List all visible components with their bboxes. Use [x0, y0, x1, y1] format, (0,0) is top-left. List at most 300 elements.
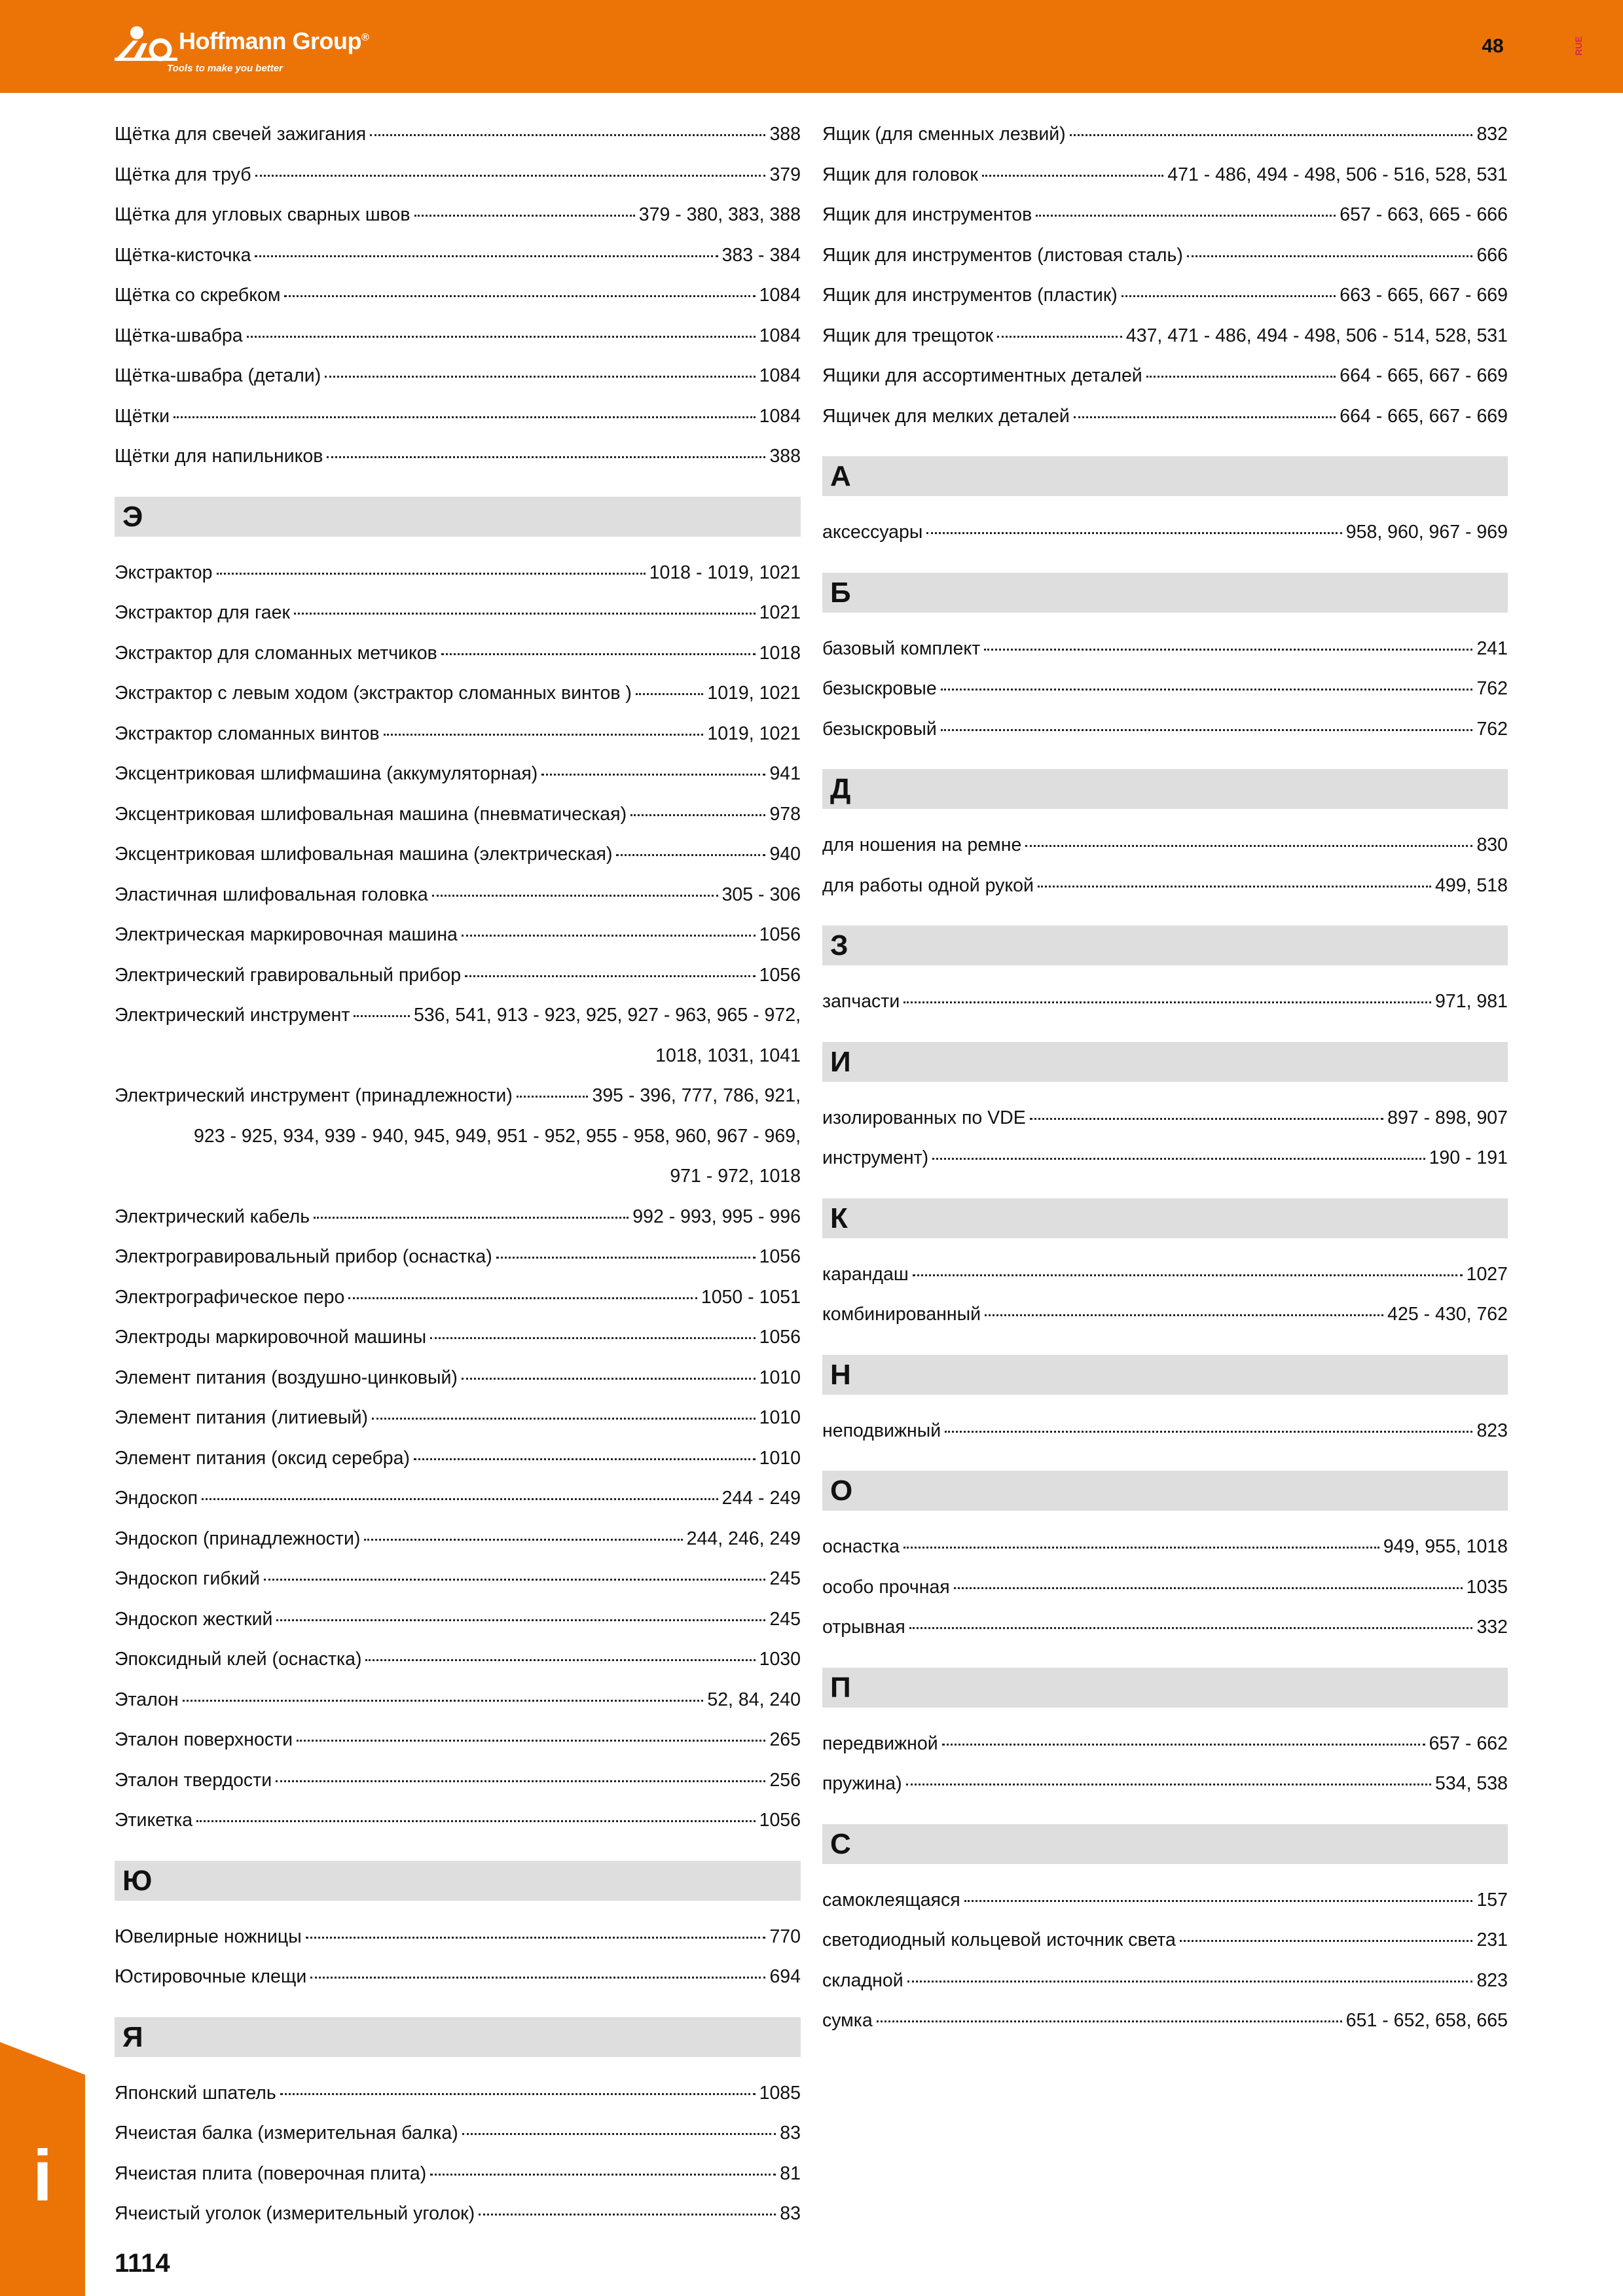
- entry-pages: 992 - 993, 995 - 996: [632, 1206, 801, 1227]
- index-entry: [115, 1076, 801, 1117]
- entry-term: Элемент питания (литиевый): [115, 1407, 369, 1428]
- index-entry: [115, 2113, 801, 2154]
- index-entry: [115, 1680, 801, 1721]
- entry-pages: 762: [1476, 718, 1508, 740]
- entry-term: Экстрактор с левым ходом (экстрактор сломанных винтов ): [115, 683, 632, 704]
- section-heading-p: П: [822, 1668, 1508, 1708]
- entry-pages: 471 - 486, 494 - 498, 506 - 516, 528, 531: [1167, 164, 1508, 185]
- index-entry: [115, 437, 801, 477]
- entry-pages: 383 - 384: [721, 244, 801, 266]
- leader-dots: [441, 653, 756, 655]
- leader-dots: [954, 1587, 1463, 1589]
- leader-dots: [906, 1784, 1431, 1785]
- entry-term: комбинированный: [822, 1304, 981, 1325]
- leader-dots: [941, 729, 1473, 731]
- index-entry: [115, 1957, 801, 1998]
- index-entry: [115, 1318, 801, 1358]
- leader-dots: [1038, 886, 1431, 888]
- index-entry: [115, 236, 801, 276]
- index-group-o: [822, 1527, 1508, 1648]
- entry-term: Электрический гравировальный прибор: [115, 964, 462, 986]
- entry-term: Эластичная шлифовальная головка: [115, 884, 428, 905]
- entry-term: неподвижный: [822, 1420, 941, 1441]
- entry-pages: 666: [1476, 244, 1508, 266]
- entry-pages: 499, 518: [1435, 874, 1508, 896]
- leader-dots: [1180, 1940, 1473, 1942]
- leader-dots: [306, 1937, 766, 1939]
- entry-pages: 823: [1476, 1420, 1508, 1441]
- entry-term: аксессуары: [822, 522, 923, 543]
- leader-dots: [1146, 376, 1336, 378]
- entry-pages: 244 - 249: [721, 1488, 801, 1509]
- leader-dots: [630, 814, 765, 816]
- entry-pages: 1035: [1466, 1576, 1508, 1598]
- index-entry: [822, 356, 1508, 397]
- leader-dots: [354, 1015, 409, 1017]
- leader-dots: [255, 255, 718, 257]
- index-group-i: [822, 1098, 1508, 1179]
- entry-pages: 1084: [759, 285, 801, 306]
- index-group-z: [822, 982, 1508, 1022]
- entry-term: Ювелирные ножницы: [115, 1926, 302, 1947]
- index-entry: [115, 1479, 801, 1519]
- index-entry: [822, 1411, 1508, 1452]
- section-heading-yu: Ю: [115, 1861, 801, 1901]
- entry-pages: 245: [769, 1568, 801, 1589]
- index-entry: [115, 1237, 801, 1278]
- entry-term: Эндоскоп: [115, 1488, 198, 1509]
- index-entry: [115, 795, 801, 835]
- entry-term: Щётка со скребком: [115, 285, 281, 306]
- index-entry: [115, 553, 801, 594]
- index-entry: [115, 1398, 801, 1439]
- hoffmann-logo-icon: [115, 25, 180, 63]
- index-entry: [115, 634, 801, 674]
- entry-term: Эталон: [115, 1689, 179, 1710]
- entry-term: Электрический инструмент: [115, 1005, 350, 1026]
- entry-term: самоклеящаяся: [822, 1889, 960, 1910]
- index-group-a: [822, 512, 1508, 553]
- entry-pages: 1027: [1466, 1263, 1508, 1285]
- index-entry: [822, 2001, 1508, 2041]
- index-entry: [115, 2073, 801, 2114]
- entry-pages: 1010: [759, 1447, 801, 1469]
- entry-pages: 395 - 396, 777, 786, 921,: [592, 1085, 801, 1106]
- leader-dots: [264, 1579, 766, 1581]
- leader-dots: [616, 854, 765, 856]
- index-entry: [822, 825, 1508, 866]
- index-entry: [115, 1559, 801, 1600]
- entry-term: Щётка-швабра: [115, 325, 243, 346]
- entry-pages: 265: [769, 1729, 801, 1750]
- leader-dots: [982, 175, 1163, 177]
- entry-pages: 388: [769, 124, 801, 145]
- entry-pages: 534, 538: [1435, 1773, 1508, 1794]
- leader-dots: [430, 2174, 776, 2176]
- entry-term: Юстировочные клещи: [115, 1966, 307, 1987]
- entry-term: изолированных по VDE: [822, 1107, 1026, 1128]
- entry-pages: 949, 955, 1018: [1383, 1536, 1508, 1557]
- section-heading-e: Э: [115, 497, 801, 537]
- index-entry: [115, 195, 801, 236]
- entry-pages: 83: [780, 2123, 801, 2144]
- entry-term: Этикетка: [115, 1810, 193, 1831]
- entry-pages-continued: 1018, 1031, 1041: [655, 1045, 801, 1066]
- index-group-sh: [115, 115, 801, 477]
- entry-pages: 157: [1476, 1889, 1508, 1910]
- entry-term: Электрический кабель: [115, 1206, 310, 1227]
- entry-term: Экстрактор для сломанных метчиков: [115, 642, 437, 664]
- index-entry: [822, 709, 1508, 750]
- entry-pages: 241: [1476, 637, 1508, 659]
- section-heading-i: И: [822, 1042, 1508, 1082]
- entry-pages: 231: [1476, 1929, 1508, 1950]
- entry-pages: 1056: [759, 924, 801, 945]
- index-entry: [115, 754, 801, 795]
- entry-pages-continued: 923 - 925, 934, 939 - 940, 945, 949, 951 - 952, 955 - 958, 960, 967 - 969,: [194, 1125, 801, 1147]
- section-heading-b: Б: [822, 573, 1508, 613]
- leader-dots: [1070, 134, 1473, 136]
- entry-term: базовый комплект: [822, 637, 981, 659]
- entry-term: передвижной: [822, 1732, 938, 1754]
- leader-dots: [327, 456, 765, 458]
- section-heading-n: Н: [822, 1355, 1508, 1395]
- index-entry: [115, 155, 801, 196]
- brand-name: Hoffmann Group®: [179, 27, 369, 54]
- entry-term: Экстрактор для гаек: [115, 602, 290, 623]
- entry-pages: 1056: [759, 1810, 801, 1831]
- entry-pages: 83: [780, 2203, 801, 2224]
- entry-term: Электрогравировальный прибор (оснастка): [115, 1246, 492, 1267]
- entry-pages: 379 - 380, 383, 388: [638, 204, 801, 225]
- section-heading-o: О: [822, 1471, 1508, 1511]
- index-entry: [822, 276, 1508, 316]
- leader-dots: [517, 1096, 589, 1098]
- leader-dots: [462, 2133, 776, 2135]
- leader-dots: [314, 1217, 629, 1219]
- leader-dots: [414, 215, 635, 217]
- entry-term: Ящик для головок: [822, 164, 978, 185]
- leader-dots: [1030, 1118, 1383, 1120]
- entry-term: Эталон поверхности: [115, 1729, 293, 1750]
- leader-dots: [997, 336, 1122, 338]
- entry-term: Электрографическое перо: [115, 1286, 345, 1308]
- entry-pages: 657 - 662: [1429, 1732, 1508, 1754]
- leader-dots: [414, 1458, 756, 1460]
- leader-dots: [202, 1498, 718, 1500]
- page-number: 1114: [115, 2249, 170, 2278]
- entry-pages: 1010: [759, 1407, 801, 1428]
- index-entry: [822, 115, 1508, 155]
- index-entry: [822, 1880, 1508, 1921]
- entry-term: Ящик для инструментов: [822, 204, 1032, 225]
- entry-pages: 663 - 665, 667 - 669: [1340, 285, 1508, 306]
- index-entry: [822, 512, 1508, 553]
- leader-dots: [913, 1274, 1463, 1276]
- entry-pages: 1019, 1021: [707, 723, 801, 744]
- entry-pages: 823: [1476, 1969, 1508, 1991]
- section-heading-z: З: [822, 925, 1508, 965]
- index-entry: [115, 1600, 801, 1640]
- catalog-page-reference: 48: [1482, 35, 1504, 57]
- entry-term: Ящик для инструментов (листовая сталь): [822, 244, 1183, 266]
- index-group-b: [822, 629, 1508, 750]
- entry-term: особо прочная: [822, 1576, 950, 1598]
- leader-dots: [985, 1314, 1383, 1316]
- leader-dots: [310, 1977, 765, 1979]
- index-entry: [115, 875, 801, 916]
- leader-dots: [636, 693, 703, 695]
- index-entry: [822, 1568, 1508, 1608]
- leader-dots: [430, 1337, 755, 1339]
- entry-pages: 1085: [759, 2082, 801, 2104]
- leader-dots: [365, 1659, 755, 1661]
- index-entry: [115, 996, 801, 1036]
- leader-dots: [877, 2020, 1342, 2022]
- index-entry: [115, 956, 801, 996]
- entry-term: Электрическая маркировочная машина: [115, 924, 458, 945]
- index-entry: [822, 1724, 1508, 1765]
- index-entry: [115, 673, 801, 714]
- section-heading-ya: Я: [115, 2017, 801, 2057]
- leader-dots: [217, 573, 646, 575]
- leader-dots: [297, 1740, 765, 1742]
- leader-dots: [173, 416, 756, 418]
- index-group-d: [822, 825, 1508, 906]
- entry-pages: 244, 246, 249: [686, 1528, 801, 1549]
- index-entry: [822, 1098, 1508, 1139]
- leader-dots: [325, 376, 755, 378]
- entry-term: Щётка для труб: [115, 164, 251, 185]
- index-entry: [822, 669, 1508, 709]
- entry-pages: 1084: [759, 365, 801, 386]
- index-entry: [115, 1439, 801, 1479]
- entry-pages: 978: [769, 803, 801, 825]
- entry-pages: 1056: [759, 1327, 801, 1348]
- entry-term: для работы одной рукой: [822, 874, 1034, 896]
- index-entry: [115, 1519, 801, 1560]
- leader-dots: [284, 295, 755, 297]
- leader-dots: [907, 1981, 1473, 1982]
- entry-pages: 190 - 191: [1429, 1147, 1508, 1168]
- entry-term: Щётка-кисточка: [115, 244, 251, 266]
- index-entry: [822, 1527, 1508, 1568]
- leader-dots: [1187, 255, 1473, 257]
- entry-term: Экстрактор: [115, 562, 213, 583]
- entry-pages: 657 - 663, 665 - 666: [1340, 204, 1508, 225]
- entry-pages: 694: [769, 1966, 801, 1987]
- entry-pages: 388: [769, 446, 801, 467]
- entry-term: оснастка: [822, 1536, 900, 1557]
- entry-pages: 52, 84, 240: [707, 1689, 801, 1710]
- entry-pages: 651 - 652, 658, 665: [1345, 2010, 1508, 2031]
- entry-term: для ношения на ремне: [822, 834, 1022, 855]
- section-heading-k: К: [822, 1198, 1508, 1238]
- leader-dots: [276, 1780, 765, 1782]
- index-entry: [115, 1917, 801, 1958]
- entry-term: Щётки для напильников: [115, 446, 323, 467]
- index-entry: [115, 356, 801, 397]
- leader-dots: [462, 935, 756, 937]
- entry-term: Элемент питания (оксид серебра): [115, 1447, 410, 1469]
- entry-term: карандаш: [822, 1263, 909, 1285]
- index-entry: [115, 276, 801, 316]
- index-entry: [115, 1358, 801, 1399]
- entry-pages: 770: [769, 1926, 801, 1947]
- index-group-n: [822, 1411, 1508, 1452]
- leader-dots: [942, 1744, 1425, 1746]
- entry-term: сумка: [822, 2010, 873, 2031]
- index-entry: [115, 1640, 801, 1680]
- leader-dots: [370, 134, 765, 136]
- brand-tagline: Tools to make you better: [167, 63, 283, 74]
- entry-term: Эксцентриковая шлифмашина (аккумуляторная): [115, 763, 538, 784]
- leader-dots: [276, 1619, 765, 1621]
- entry-pages: 1018 - 1019, 1021: [649, 562, 801, 583]
- index-group-ya-cont: [822, 115, 1508, 437]
- index-entry: [115, 1278, 801, 1318]
- entry-pages: 958, 960, 967 - 969: [1345, 522, 1508, 543]
- entry-term: Щётки: [115, 405, 170, 427]
- index-entry: [822, 236, 1508, 276]
- index-entry: [115, 397, 801, 437]
- index-entry: [822, 1920, 1508, 1961]
- index-entry: [822, 982, 1508, 1022]
- leader-dots: [462, 1378, 756, 1380]
- entry-term: Японский шпатель: [115, 2082, 276, 2104]
- leader-dots: [984, 649, 1472, 651]
- entry-term: Ящичек для мелких деталей: [822, 405, 1070, 427]
- leader-dots: [479, 2214, 776, 2215]
- entry-term: Ящик (для сменных лезвий): [822, 124, 1066, 145]
- info-tab-letter: i: [32, 2136, 53, 2216]
- leader-dots: [432, 895, 718, 897]
- entry-pages: 536, 541, 913 - 923, 925, 927 - 963, 965 - 972,: [413, 1005, 801, 1026]
- entry-term: Ящик для трещоток: [822, 325, 994, 346]
- entry-term: безыскровый: [822, 718, 937, 740]
- leader-dots: [294, 613, 756, 615]
- section-tab: [0, 2042, 85, 2296]
- entry-term: Эпоксидный клей (оснастка): [115, 1649, 362, 1670]
- entry-term: Щётка-швабра (детали): [115, 365, 321, 386]
- leader-dots: [1036, 215, 1336, 217]
- entry-term: Щётка для свечей зажигания: [115, 124, 367, 145]
- index-entry: [115, 1720, 801, 1761]
- index-column-right: [822, 115, 1508, 2041]
- entry-pages: 897 - 898, 907: [1387, 1107, 1508, 1128]
- entry-term: Электроды маркировочной машины: [115, 1327, 427, 1348]
- entry-pages: 1030: [759, 1649, 801, 1670]
- entry-term: Элемент питания (воздушно-цинковый): [115, 1367, 458, 1388]
- index-entry: [822, 1607, 1508, 1648]
- section-heading-d: Д: [822, 769, 1508, 809]
- entry-pages: 1018: [759, 642, 801, 664]
- leader-dots: [1122, 295, 1336, 297]
- entry-term: Экстрактор сломанных винтов: [115, 723, 380, 744]
- entry-term: отрывная: [822, 1617, 905, 1638]
- leader-dots: [909, 1627, 1473, 1629]
- leader-dots: [945, 1431, 1472, 1433]
- leader-dots: [465, 975, 755, 977]
- entry-pages: 1050 - 1051: [701, 1286, 801, 1308]
- entry-pages: 305 - 306: [721, 884, 801, 905]
- entry-pages: 664 - 665, 667 - 669: [1340, 365, 1508, 386]
- index-entry: [822, 1295, 1508, 1335]
- entry-term: складной: [822, 1969, 903, 1991]
- entry-term: Ячеистый уголок (измерительный уголок): [115, 2203, 475, 2224]
- index-entry: [115, 2154, 801, 2195]
- index-entry: [822, 195, 1508, 236]
- entry-pages: 941: [769, 763, 801, 784]
- entry-term: Эксцентриковая шлифовальная машина (электрическая): [115, 844, 613, 865]
- index-entry: [822, 866, 1508, 906]
- leader-dots: [372, 1418, 756, 1420]
- leader-dots: [926, 532, 1341, 534]
- index-group-p: [822, 1724, 1508, 1804]
- entry-pages: 437, 471 - 486, 494 - 498, 506 - 514, 528, 531: [1125, 325, 1508, 346]
- index-entry: [115, 915, 801, 956]
- entry-pages: 1021: [759, 602, 801, 623]
- leader-dots: [903, 1001, 1431, 1003]
- entry-term: Эксцентриковая шлифовальная машина (пневматическая): [115, 803, 627, 825]
- entry-pages: 762: [1476, 678, 1508, 699]
- leader-dots: [903, 1547, 1379, 1549]
- index-group-ya: [115, 2073, 801, 2234]
- entry-pages: 1084: [759, 325, 801, 346]
- index-entry: [822, 155, 1508, 196]
- entry-pages: 379: [769, 164, 801, 185]
- entry-pages: 940: [769, 844, 801, 865]
- entry-pages: 832: [1476, 124, 1508, 145]
- entry-term: запчасти: [822, 991, 900, 1012]
- entry-term: Ячеистая балка (измерительная балка): [115, 2123, 458, 2144]
- index-column-left: [115, 115, 801, 2234]
- entry-term: Ячеистая плита (поверочная плита): [115, 2162, 427, 2184]
- index-group-s: [822, 1880, 1508, 2041]
- entry-term: светодиодный кольцевой источник света: [822, 1929, 1176, 1950]
- leader-dots: [964, 1900, 1473, 1902]
- entry-pages: 425 - 430, 762: [1387, 1304, 1508, 1325]
- leader-dots: [196, 1820, 755, 1822]
- index-group-yu: [115, 1917, 801, 1998]
- entry-term: Эталон твердости: [115, 1769, 272, 1791]
- entry-term: пружина): [822, 1773, 902, 1794]
- entry-term: инструмент): [822, 1147, 929, 1168]
- index-entry: [822, 1961, 1508, 2001]
- index-entry: [115, 316, 801, 357]
- index-entry: [822, 1138, 1508, 1179]
- leader-dots: [384, 734, 704, 736]
- entry-pages: 81: [780, 2162, 801, 2184]
- index-group-e: [115, 553, 801, 1841]
- leader-dots: [183, 1700, 704, 1702]
- language-code: RUE: [1573, 36, 1584, 56]
- section-heading-a: А: [822, 456, 1508, 496]
- index-entry: [822, 629, 1508, 670]
- entry-term: Ящики для ассортиментных деталей: [822, 365, 1142, 386]
- index-entry: [822, 1255, 1508, 1295]
- index-group-k: [822, 1255, 1508, 1335]
- index-entry: [115, 115, 801, 155]
- leader-dots: [280, 2093, 756, 2095]
- entry-pages: 1019, 1021: [707, 683, 801, 704]
- index-entry: [115, 2194, 801, 2234]
- leader-dots: [1074, 416, 1336, 418]
- entry-pages: 1056: [759, 964, 801, 986]
- index-entry: [115, 593, 801, 634]
- entry-pages: 332: [1476, 1617, 1508, 1638]
- page-header: [0, 0, 1623, 93]
